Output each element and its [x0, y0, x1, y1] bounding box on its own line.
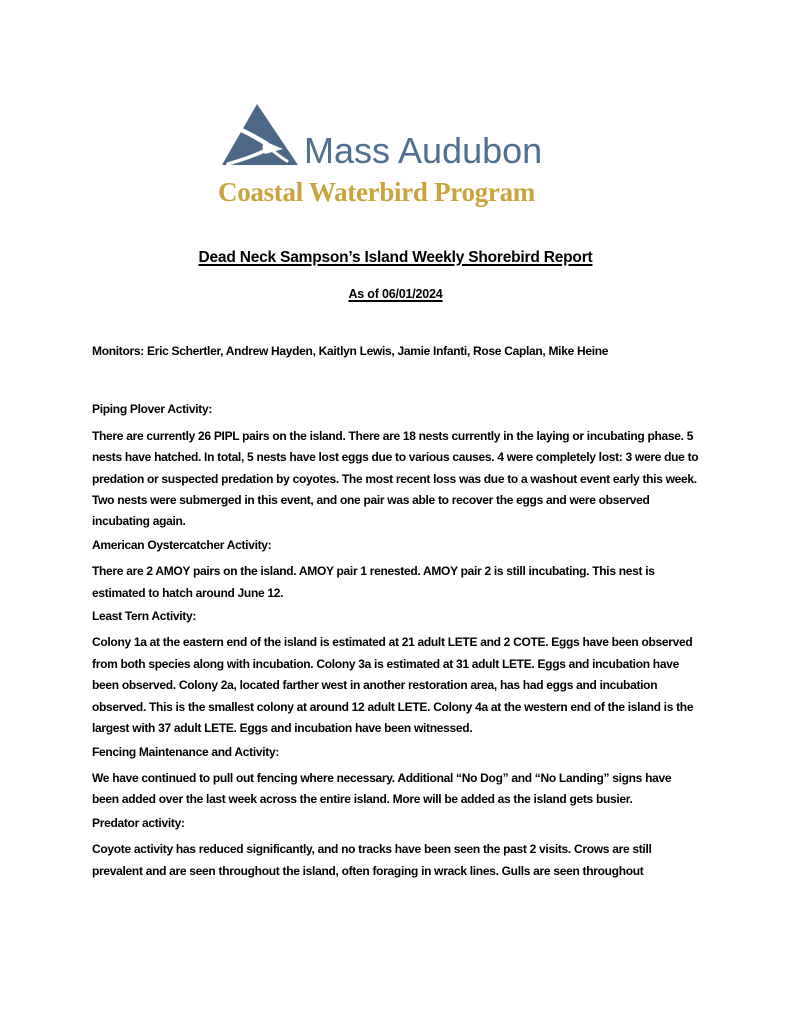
- american-oystercatcher-body: There are 2 AMOY pairs on the island. AMOY pair 1 renested. AMOY pair 2 is still incubating. This nest is estimated to hatch around June 12.: [92, 564, 655, 600]
- section-predator-activity: [92, 813, 699, 882]
- report-date: As of 06/01/2024: [348, 287, 443, 301]
- section-american-oystercatcher: [92, 535, 699, 604]
- least-tern-heading: Least Tern Activity:: [92, 609, 197, 624]
- mass-audubon-logo: [0, 0, 558, 207]
- predator-activity-heading: Predator activity:: [92, 815, 185, 830]
- piping-plover-heading: Piping Plover Activity:: [92, 402, 213, 417]
- section-least-tern: [92, 606, 699, 739]
- section-fencing-maintenance: [92, 742, 699, 811]
- piping-plover-body: There are currently 26 PIPL pairs on the island. There are 18 nests currently in the laying or incubating phase. 5 nests have hatched. In total, 5 nests have lost eggs due to various causes. 4 were completely lost: 3 were due to predation or suspected predation by coyotes. The most recent loss was due to a washout event early this week. Two nests were submerged in this event, and one pair was able to recover the eggs and were observed incubating again.: [92, 428, 699, 529]
- least-tern-body: Colony 1a at the eastern end of the island is estimated at 21 adult LETE and 2 COTE. Eggs have been observed from both species along with incubation. Colony 3a is estimated at 31 adult LETE. Eggs and incubation have been observed. Colony 2a, located farther west in another restoration area, has had eggs and incubation observed. This is the smallest colony at around 12 adult LETE. Colony 4a at the western end of the island is the largest with 37 adult LETE. Eggs and incubation have been witnessed.: [92, 635, 694, 736]
- program-name: Coastal Waterbird Program: [218, 177, 535, 207]
- section-piping-plover: [92, 399, 699, 532]
- report-content: [0, 247, 791, 882]
- report-title: Dead Neck Sampson’s Island Weekly Shorebird Report: [198, 249, 593, 266]
- predator-activity-body: Coyote activity has reduced significantly, and no tracks have been seen the past 2 visits. Crows are still prevalent and are seen throughout the island, often foraging in wrack lines. Gulls are seen throughout: [92, 842, 652, 878]
- monitors-line: Monitors: Eric Schertler, Andrew Hayden, Kaitlyn Lewis, Jamie Infanti, Rose Caplan, Mike Heine: [92, 344, 609, 358]
- american-oystercatcher-heading: American Oystercatcher Activity:: [92, 537, 272, 552]
- logo-row: [218, 103, 558, 169]
- brand-name: Mass Audubon: [304, 130, 543, 171]
- fencing-maintenance-heading: Fencing Maintenance and Activity:: [92, 744, 280, 759]
- fencing-maintenance-body: We have continued to pull out fencing where necessary. Additional “No Dog” and “No Landing” signs have been added over the last week across the entire island. More will be added as the island gets busier.: [92, 770, 672, 807]
- tern-in-triangle-icon: [218, 103, 302, 167]
